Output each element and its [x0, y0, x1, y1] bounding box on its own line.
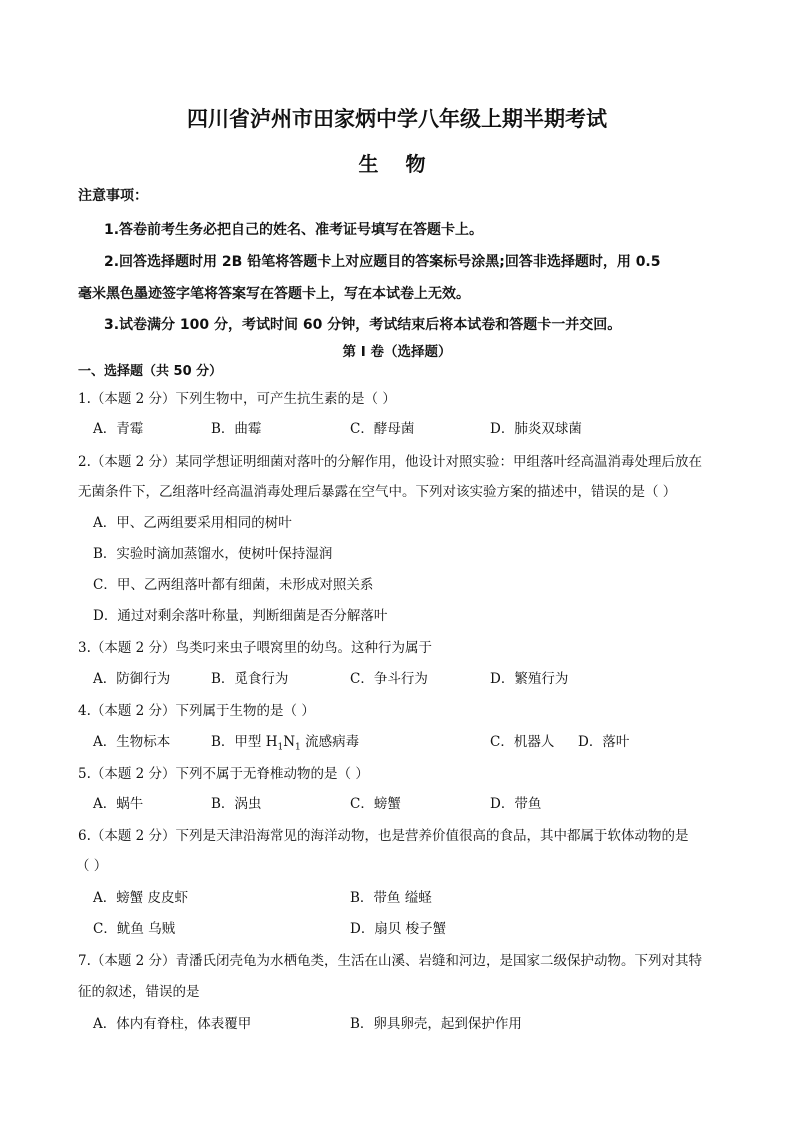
question-2-stem-line2: 无菌条件下，乙组落叶经高温消毒处理后暴露在空气中。下列对该实验方案的描述中，错误的是（ ）: [78, 484, 677, 500]
part-heading: 第 I 卷（选择题）: [342, 344, 452, 360]
q6-option-c: C．鱿鱼 乌贼: [93, 921, 176, 937]
q4-option-d: D．落叶: [578, 734, 630, 750]
question-2-stem-line1: 2.（本题 2 分）某同学想证明细菌对落叶的分解作用，他设计对照实验：甲组落叶经高温消毒处理后放在: [78, 454, 703, 470]
q6-option-b: B．带鱼 缢蛏: [350, 890, 432, 906]
section-heading: 一、选择题（共 50 分）: [78, 364, 223, 379]
question-6-stem-line1: 6.（本题 2 分）下列是天津沿海常见的海洋动物，也是营养价值很高的食品，其中都属于软体动物的是: [78, 828, 689, 844]
q1-option-c: C．酵母菌: [350, 421, 415, 437]
q7-option-a: A．体内有脊柱，体表覆甲: [93, 1016, 252, 1032]
q3-option-d: D．繁殖行为: [490, 671, 569, 687]
q4-option-c: C．机器人: [490, 734, 555, 750]
q2-option-d: D．通过对剩余落叶称量，判断细菌是否分解落叶: [93, 608, 388, 624]
notice-item-3: 3.试卷满分 100 分，考试时间 60 分钟，考试结束后将本试卷和答题卡一并交回。: [104, 317, 622, 333]
q3-option-c: C．争斗行为: [350, 671, 428, 687]
question-1-stem: 1.（本题 2 分）下列生物中，可产生抗生素的是（ ）: [78, 391, 396, 407]
question-7-stem-line2: 征的叙述，错误的是: [78, 984, 200, 1000]
q5-option-d: D．带鱼: [490, 796, 542, 812]
q3-option-b: B．觅食行为: [211, 671, 289, 687]
q4-option-b-prefix: B．甲型 H: [211, 734, 278, 750]
q2-option-a: A．甲、乙两组要采用相同的树叶: [93, 515, 292, 531]
q5-option-c: C．螃蟹: [350, 796, 401, 812]
q6-option-a: A．螃蟹 皮皮虾: [93, 890, 189, 906]
question-4-stem: 4.（本题 2 分）下列属于生物的是（ ）: [78, 703, 315, 719]
question-7-stem-line1: 7.（本题 2 分）青潘氏闭壳龟为水栖龟类，生活在山溪、岩缝和河边，是国家二级保护动物。下列对其特: [78, 953, 703, 969]
notice-item-2b: 毫米黑色墨迹签字笔将答案写在答题卡上，写在本试卷上无效。: [78, 286, 470, 302]
q1-option-b: B．曲霉: [211, 421, 262, 437]
q2-option-c: C．甲、乙两组落叶都有细菌，未形成对照关系: [93, 577, 374, 593]
q4-option-b-mid: N: [283, 734, 296, 750]
q7-option-b: B．卵具卵壳，起到保护作用: [350, 1016, 522, 1032]
notice-item-1: 1.答卷前考生务必把自己的姓名、准考证号填写在答题卡上。: [104, 222, 484, 238]
exam-title: 四川省泸州市田家炳中学八年级上期半期考试: [187, 107, 607, 131]
question-6-stem-line2: （ ）: [76, 858, 108, 874]
q2-option-b: B．实验时滴加蒸馏水，使树叶保持湿润: [93, 546, 333, 562]
q4-option-b-sub2: 1: [295, 742, 301, 753]
q3-option-a: A．防御行为: [93, 671, 171, 687]
question-5-stem: 5.（本题 2 分）下列不属于无脊椎动物的是（ ）: [78, 766, 369, 782]
q1-option-d: D．肺炎双球菌: [490, 421, 582, 437]
q4-option-b-suffix: 流感病毒: [300, 734, 360, 750]
q6-option-d: D．扇贝 梭子蟹: [350, 921, 447, 937]
notice-item-2a: 2.回答选择题时用 2B 铅笔将答题卡上对应题目的答案标号涂黑;回答非选择题时，用 0.5: [104, 254, 661, 270]
notice-heading: 注意事项：: [78, 188, 148, 204]
q4-option-b: [211, 730, 359, 753]
q4-option-a: A．生物标本: [93, 734, 171, 750]
q4-option-b-sub1: 1: [277, 742, 284, 753]
q5-option-a: A．蜗牛: [93, 796, 144, 812]
q5-option-b: B．涡虫: [211, 796, 262, 812]
q1-option-a: A．青霉: [93, 421, 144, 437]
exam-subject: 生 物: [358, 152, 436, 176]
question-3-stem: 3.（本题 2 分）鸟类叼来虫子喂窝里的幼鸟。这种行为属于: [78, 640, 433, 656]
